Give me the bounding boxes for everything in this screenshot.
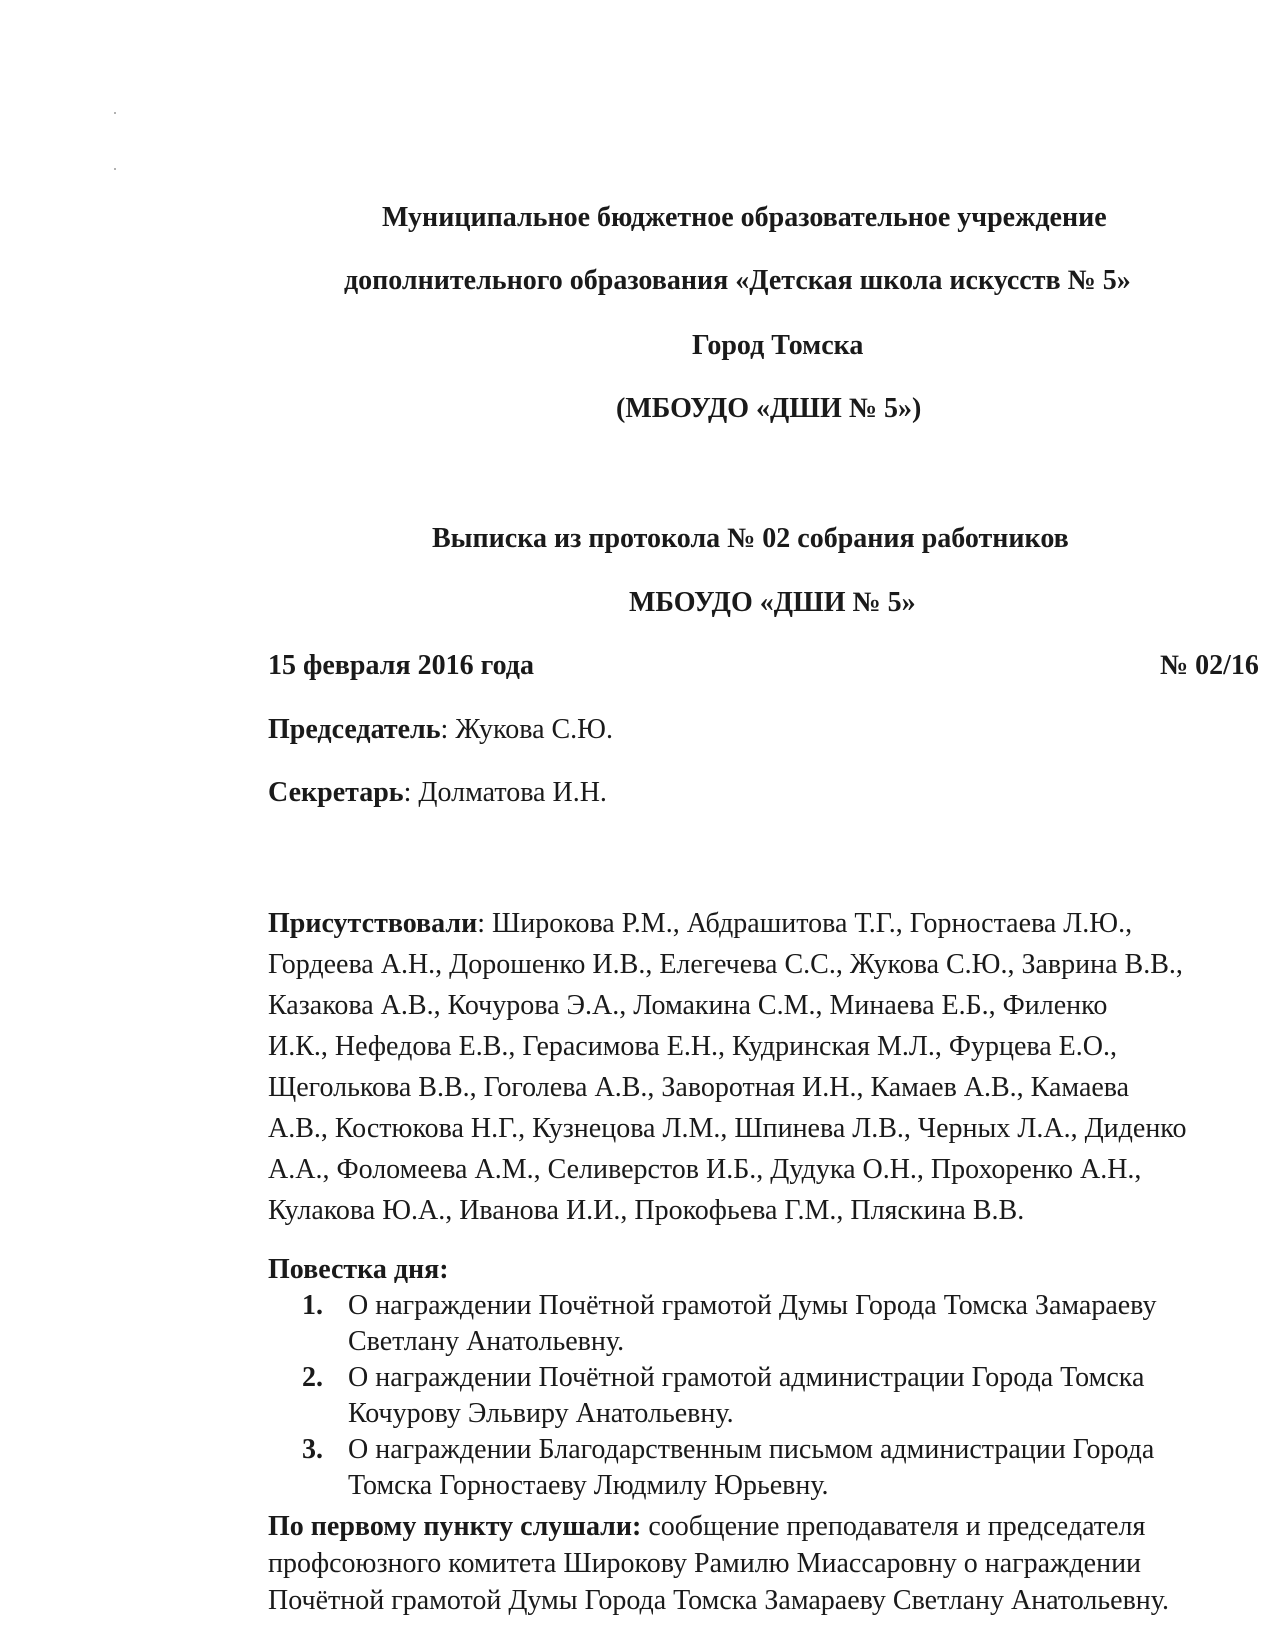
agenda-item-text: Светлану Анатольевну. — [348, 1326, 625, 1357]
chairperson-label: Председатель — [268, 714, 441, 745]
attendees-label: Присутствовали — [268, 908, 478, 939]
chairperson-value: : Жукова С.Ю. — [440, 714, 613, 745]
agenda-item-text: Кочурову Эльвиру Анатольевну. — [348, 1398, 734, 1429]
first-item-paragraph — [268, 1508, 1275, 1619]
agenda-item-number: 1. — [302, 1290, 323, 1321]
org-name-line-1: Муниципальное бюджетное образовательное учреждение — [382, 202, 1107, 233]
attendees-paragraph — [268, 903, 1275, 1231]
agenda-item — [268, 1432, 1275, 1504]
attendees-line: Казакова А.В., Кочурова Э.А., Ломакина С.М., Минаева Е.Б., Филенко — [268, 990, 1108, 1021]
extract-title: Выписка из протокола № 02 собрания работников — [432, 523, 1069, 554]
first-item-line: По первому пункту слушали: сообщение преподавателя и председателя — [268, 1511, 1146, 1542]
first-item-line: Почётной грамотой Думы Города Томска Замараеву Светлану Анатольевну. — [268, 1585, 1169, 1616]
attendees-line: А.А., Фоломеева А.М., Селиверстов И.Б., Дудука О.Н., Прохоренко А.Н., — [268, 1154, 1142, 1185]
agenda-item-number: 2. — [302, 1362, 323, 1393]
agenda-item-text: О награждении Благодарственным письмом администрации Города — [348, 1434, 1155, 1465]
attendees-line: И.К., Нефедова Е.В., Герасимова Е.Н., Кудринская М.Л., Фурцева Е.О., — [268, 1031, 1117, 1062]
attendees-line: А.В., Костюкова Н.Г., Кузнецова Л.М., Шпинева Л.В., Черных Л.А., Диденко — [268, 1113, 1187, 1144]
chairperson-line — [268, 712, 613, 748]
protocol-number: № 02/16 — [1160, 650, 1259, 681]
attendees-line: Щеголькова В.В., Гоголева А.В., Заворотная И.Н., Камаев А.В., Камаева — [268, 1072, 1130, 1103]
agenda-item — [268, 1360, 1275, 1432]
protocol-date: 15 февраля 2016 года — [268, 650, 534, 681]
agenda-heading: Повестка дня: — [268, 1254, 449, 1285]
attendees-line: Кулакова Ю.А., Иванова И.И., Прокофьева Г.М., Пляскина В.В. — [268, 1195, 1025, 1226]
secretary-value: : Долматова И.Н. — [403, 777, 607, 808]
attendees-line: Присутствовали: Широкова Р.М., Абдрашитова Т.Г., Горностаева Л.Ю., — [268, 908, 1133, 939]
extract-subtitle: МБОУДО «ДШИ № 5» — [629, 587, 916, 618]
org-city-line: Город Томска — [692, 330, 864, 361]
agenda-item-text: О награждении Почётной грамотой Думы Города Томска Замараеву — [348, 1290, 1157, 1321]
first-item-line: профсоюзного комитета Широкову Рамилю Миассаровну о награждении — [268, 1548, 1142, 1579]
secretary-label: Секретарь — [268, 777, 404, 808]
agenda-item-text: Томска Горностаеву Людмилу Юрьевну. — [348, 1470, 829, 1501]
org-abbreviation: (МБОУДО «ДШИ № 5») — [616, 393, 922, 424]
org-name-line-2: дополнительного образования «Детская школа искусств № 5» — [344, 265, 1131, 296]
secretary-line — [268, 775, 607, 811]
agenda-item — [268, 1288, 1275, 1360]
attendees-line: Гордеева А.Н., Дорошенко И.В., Елегечева С.С., Жукова С.Ю., Заврина В.В., — [268, 949, 1183, 980]
first-item-label: По первому пункту слушали: — [268, 1511, 642, 1542]
agenda-item-text: О награждении Почётной грамотой администрации Города Томска — [348, 1362, 1145, 1393]
agenda-list — [268, 1288, 1275, 1504]
agenda-item-number: 3. — [302, 1434, 323, 1465]
